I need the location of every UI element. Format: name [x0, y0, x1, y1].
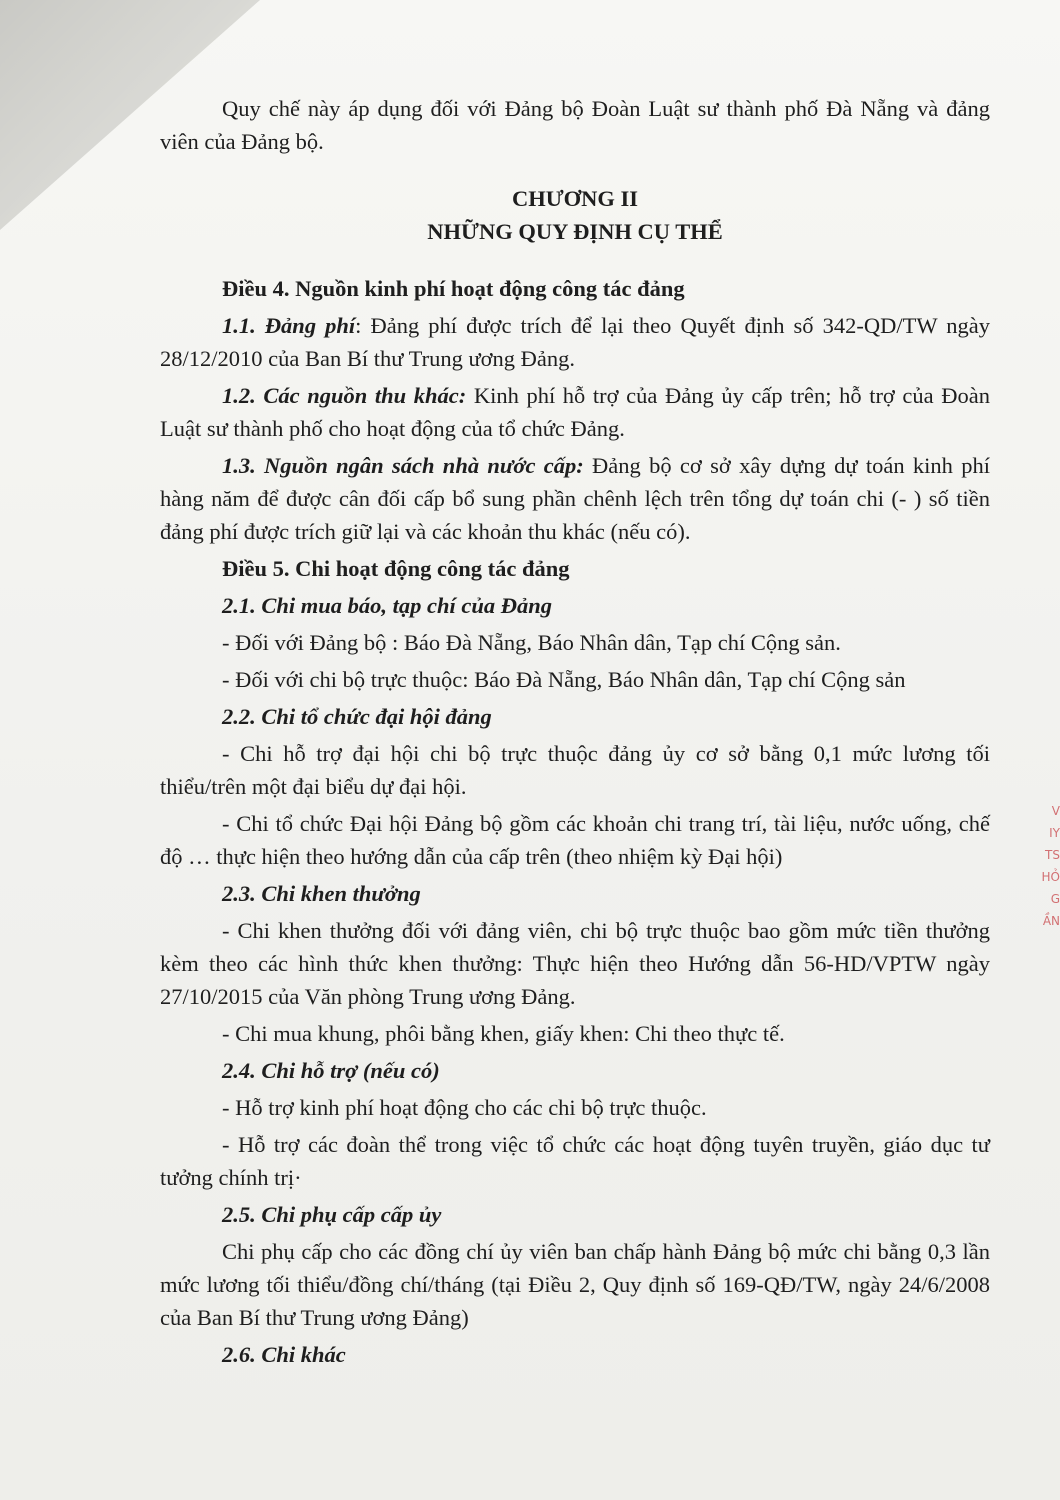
stamp-text: HỎ — [1041, 870, 1060, 884]
stamp-text: V — [1051, 804, 1060, 818]
stamp-text: TS — [1045, 848, 1060, 862]
seal-stamp-fragment — [1034, 800, 1060, 970]
article-4-item-2 — [160, 379, 990, 445]
item-label: 1.3. Nguồn ngân sách nhà nước cấp: — [222, 453, 584, 478]
stamp-text: ẦN — [1042, 914, 1060, 928]
item-text: Kinh phí hỗ trợ của Đảng ủy cấp trên; hỗ trợ của Đoàn Luật sư thành phố cho hoạt động của tổ chức Đảng. — [160, 383, 990, 441]
section-2-4-title: 2.4. Chi hỗ trợ (nếu có) — [222, 1058, 440, 1083]
section-2-4-line: - Hỗ trợ kinh phí hoạt động cho các chi bộ trực thuộc. — [222, 1095, 707, 1120]
chapter-number: CHƯƠNG II — [511, 186, 639, 211]
item-text: Đảng phí được trích để lại theo Quyết định số 342-QD/TW ngày 28/12/2010 của Ban Bí thư Trung ương Đảng. — [160, 313, 990, 371]
item-separator: : — [355, 313, 371, 338]
item-separator — [584, 453, 592, 478]
chapter-title: NHỮNG QUY ĐỊNH CỤ THỂ — [427, 219, 723, 244]
article-5 — [160, 552, 990, 1371]
section-2-3-line: - Chi mua khung, phôi bằng khen, giấy khen: Chi theo thực tế. — [222, 1021, 785, 1046]
section-2-6-title: 2.6. Chi khác — [222, 1342, 346, 1367]
document-body — [160, 92, 990, 1371]
article-4-item-3 — [160, 449, 990, 548]
chapter-heading — [160, 182, 990, 248]
article-4 — [160, 272, 990, 548]
article-5-heading: Điều 5. Chi hoạt động công tác đảng — [222, 556, 570, 581]
intro-paragraph: Quy chế này áp dụng đối với Đảng bộ Đoàn Luật sư thành phố Đà Nẵng và đảng viên của Đảng bộ. — [160, 96, 990, 154]
section-2-5-title: 2.5. Chi phụ cấp cấp ủy — [222, 1202, 442, 1227]
item-text: Đảng bộ cơ sở xây dựng dự toán kinh phí hàng năm để được cân đối cấp bổ sung phần chênh lệch trên tổng dự toán chi (- ) số tiền đảng phí được trích giữ lại và các khoản thu khác (nếu có). — [160, 453, 990, 544]
section-2-2-line: - Chi hỗ trợ đại hội chi bộ trực thuộc đảng ủy cơ sở bằng 0,1 mức lương tối thiểu/trên một đại biểu dự đại hội. — [160, 741, 990, 799]
item-label: 1.1. Đảng phí — [222, 313, 356, 338]
section-2-1-line: - Đối với Đảng bộ : Báo Đà Nẵng, Báo Nhân dân, Tạp chí Cộng sản. — [222, 630, 841, 655]
section-2-1-title: 2.1. Chi mua báo, tạp chí của Đảng — [222, 593, 553, 618]
section-2-2-title: 2.2. Chi tổ chức đại hội đảng — [222, 704, 492, 729]
section-2-1-line: - Đối với chi bộ trực thuộc: Báo Đà Nẵng, Báo Nhân dân, Tạp chí Cộng sản — [222, 667, 906, 692]
section-2-2-line: - Chi tổ chức Đại hội Đảng bộ gồm các khoản chi trang trí, tài liệu, nước uống, chế độ … thực hiện theo hướng dẫn của cấp trên (theo nhiệm kỳ Đại hội) — [160, 811, 990, 869]
section-2-4-line: - Hỗ trợ các đoàn thể trong việc tổ chức các hoạt động tuyên truyền, giáo dục tư tưởng chính trị· — [160, 1132, 990, 1190]
section-2-3-title: 2.3. Chi khen thưởng — [222, 881, 421, 906]
stamp-text: IY — [1049, 826, 1060, 840]
article-4-heading: Điều 4. Nguồn kinh phí hoạt động công tác đảng — [222, 276, 685, 301]
section-2-5-text: Chi phụ cấp cho các đồng chí ủy viên ban chấp hành Đảng bộ mức chi bằng 0,3 lần mức lương tối thiểu/đồng chí/tháng (tại Điều 2, Quy định số 169-QĐ/TW, ngày 24/6/2008 của Ban Bí thư Trung ương Đảng) — [160, 1239, 990, 1330]
article-4-item-1 — [160, 309, 990, 375]
section-2-3-line: - Chi khen thưởng đối với đảng viên, chi bộ trực thuộc bao gồm mức tiền thưởng kèm theo các hình thức khen thưởng: Thực hiện theo Hướng dẫn 56-HD/VPTW ngày 27/10/2015 của Văn phòng Trung ương Đảng. — [160, 918, 990, 1009]
item-label: 1.2. Các nguồn thu khác: — [222, 383, 467, 408]
stamp-text: G — [1050, 892, 1060, 906]
item-separator — [466, 383, 474, 408]
